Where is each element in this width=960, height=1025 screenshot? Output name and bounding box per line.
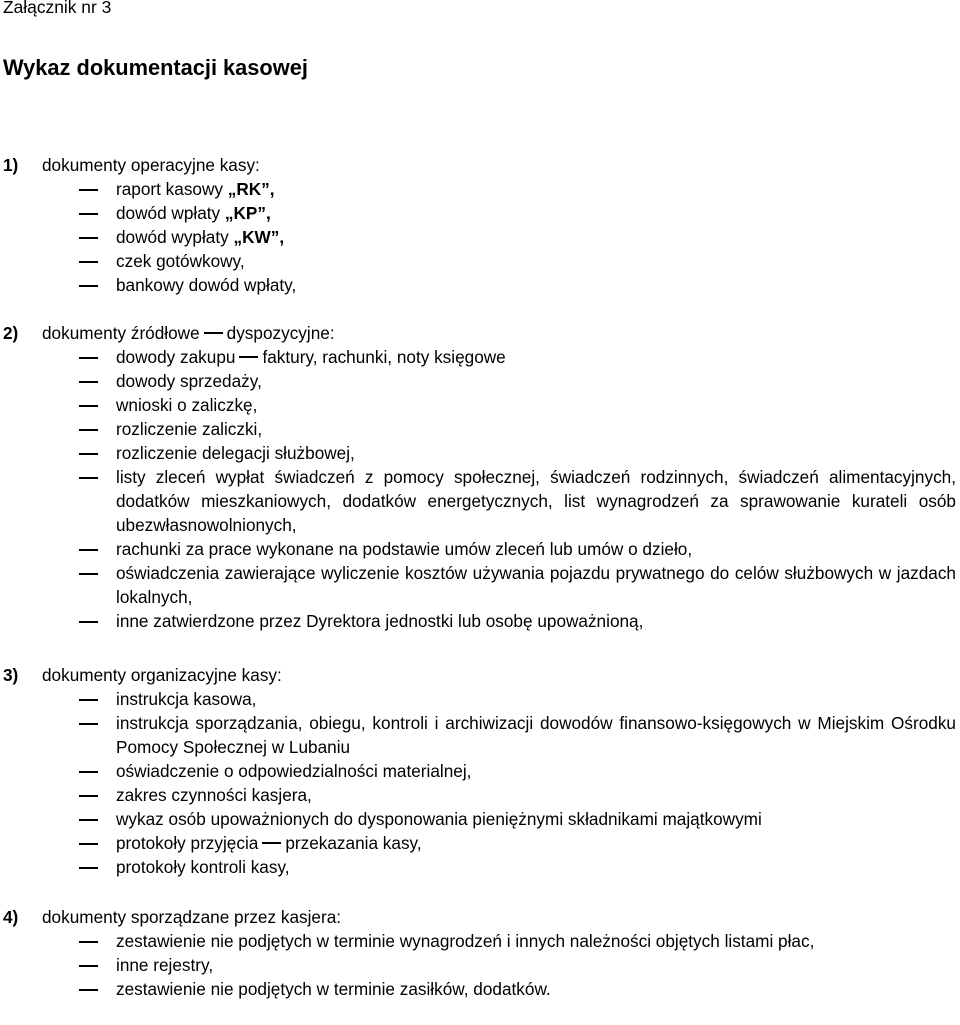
section-heading-text: dokumenty organizacyjne kasy: [42,665,282,685]
section-operational-documents [0,153,960,297]
list-item [0,537,956,561]
item-text: rozliczenie delegacji służbowej, [116,443,355,463]
list-item [0,465,956,537]
list-item [0,687,956,711]
dash-bullet [79,237,98,239]
item-text: oświadczenia zawierające wyliczenie kosztów używania pojazdu prywatnego do celów służbowych w jazdach lokalnych, [116,563,956,607]
list-item [0,977,956,1001]
document-title: Wykaz dokumentacji kasowej [3,55,308,80]
document-code: „KW” [233,227,280,247]
list-item [0,441,956,465]
item-text: instrukcja sporządzania, obiegu, kontroli i archiwizacji dowodów finansowo-księgowych w Miejskim Ośrodku Pomocy Społecznej w Lubaniu [116,713,956,757]
list-item [0,177,956,201]
item-text: faktury, rachunki, noty księgowe [262,347,506,367]
heading-part: dokumenty źródłowe [42,323,200,343]
dash-bullet [79,795,98,797]
dash-separator [204,332,223,334]
dash-bullet [79,965,98,967]
item-text: bankowy dowód wpłaty, [116,275,297,295]
dash-bullet [79,771,98,773]
dash-bullet [79,429,98,431]
list-item [0,201,956,225]
list-item [0,953,956,977]
item-text: instrukcja kasowa, [116,689,257,709]
dash-separator [262,842,281,844]
list-item [0,249,956,273]
dash-bullet [79,989,98,991]
dash-bullet [79,477,98,479]
section-heading-text: dokumenty operacyjne kasy: [42,155,260,175]
dash-bullet [79,867,98,869]
dash-bullet [79,213,98,215]
list-item [0,393,956,417]
section-heading [0,663,960,687]
list-item [0,417,956,441]
section-organizational-documents [0,663,960,879]
dash-bullet [79,549,98,551]
list-item [0,345,956,369]
heading-part: dyspozycyjne: [226,323,335,343]
list-item [0,369,956,393]
list-item [0,855,956,879]
item-text: listy zleceń wypłat świadczeń z pomocy społecznej, świadczeń rodzinnych, świadczeń alimentacyjnych, dodatków mieszkaniowych, dodatków energetycznych, list wynagrodzeń za sprawowanie kurateli osób ubezwłasnowolnionych, [116,467,956,535]
dash-bullet [79,261,98,263]
list-item [0,711,956,759]
section-number: 2) [3,323,19,343]
dash-separator [239,356,258,358]
dash-bullet [79,189,98,191]
list-item [0,831,956,855]
list-item [0,783,956,807]
item-suffix: , [266,203,271,223]
item-text: wykaz osób upoważnionych do dysponowania pieniężnymi składnikami majątkowymi [116,809,762,829]
section-number: 1) [3,155,19,175]
item-text: przekazania kasy, [285,833,422,853]
list-item [0,561,956,609]
item-text: wnioski o zaliczkę, [116,395,258,415]
item-text: rozliczenie zaliczki, [116,419,263,439]
dash-bullet [79,723,98,725]
dash-bullet [79,843,98,845]
section-number: 4) [3,907,19,927]
item-suffix: , [269,179,275,199]
section-heading [0,905,960,929]
dash-bullet [79,699,98,701]
item-text: zestawienie nie podjętych w terminie wynagrodzeń i innych należności objętych listami płac, [116,931,815,951]
dash-bullet [79,819,98,821]
item-text: dowód wypłaty [116,227,234,247]
item-text: protokoły kontroli kasy, [116,857,290,877]
dash-bullet [79,381,98,383]
dash-bullet [79,285,98,287]
document-code: „KP” [224,203,266,223]
list-item [0,273,956,297]
dash-bullet [79,453,98,455]
item-text: zestawienie nie podjętych w terminie zasiłków, dodatków. [116,979,551,999]
section-heading [0,321,960,345]
item-text: raport kasowy [116,179,228,199]
document-code: „RK” [227,179,270,199]
item-text: czek gotówkowy, [116,251,245,271]
section-source-documents [0,321,960,633]
dash-bullet [79,941,98,943]
attachment-label: Załącznik nr 3 [3,0,112,17]
list-item [0,929,956,953]
section-number: 3) [3,665,19,685]
section-heading-text: dokumenty sporządzane przez kasjera: [42,907,342,927]
item-text: rachunki za prace wykonane na podstawie umów zleceń lub umów o dzieło, [116,539,693,559]
dash-bullet [79,405,98,407]
list-item [0,609,956,633]
section-heading [0,153,960,177]
list-item [0,807,956,831]
dash-bullet [79,621,98,623]
item-text: inne rejestry, [116,955,214,975]
item-text: inne zatwierdzone przez Dyrektora jednostki lub osobę upoważnioną, [116,611,644,631]
dash-bullet [79,573,98,575]
dash-bullet [79,357,98,359]
item-suffix: , [279,227,285,247]
item-text: oświadczenie o odpowiedzialności materialnej, [116,761,472,781]
item-text: dowód wpłaty [116,203,225,223]
item-text: dowody zakupu [116,347,236,367]
list-item [0,225,956,249]
item-text: dowody sprzedaży, [116,371,262,391]
item-text: zakres czynności kasjera, [116,785,312,805]
list-item [0,759,956,783]
section-cashier-documents [0,905,960,1001]
item-text: protokoły przyjęcia [116,833,259,853]
section-heading-text [42,321,335,345]
